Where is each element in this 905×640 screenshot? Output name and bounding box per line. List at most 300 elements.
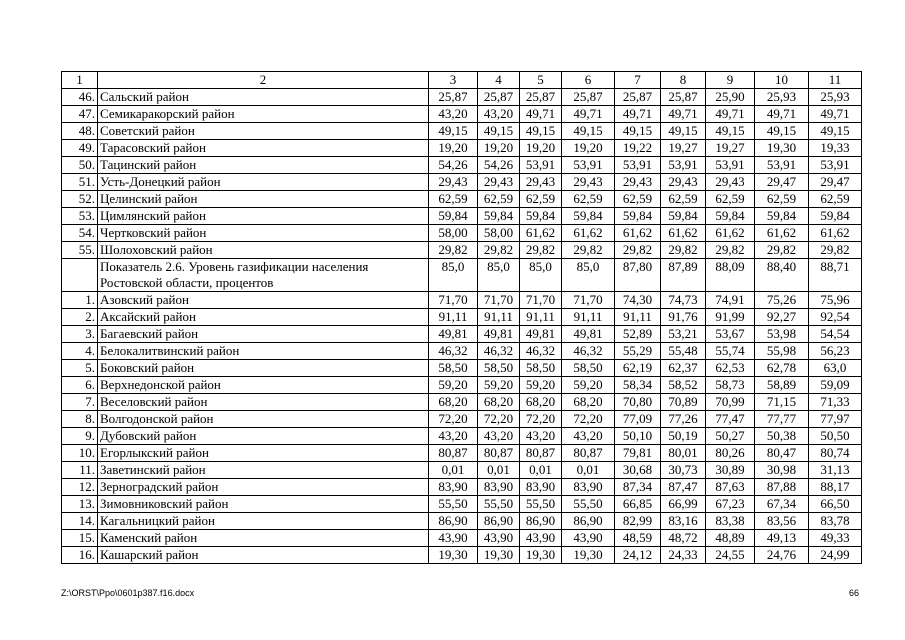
value-cell: 58,00 <box>429 225 478 242</box>
value-cell: 29,82 <box>706 242 755 259</box>
table-row <box>62 360 862 377</box>
value-cell: 85,0 <box>562 259 615 292</box>
row-number: 16. <box>62 547 98 564</box>
value-cell: 88,71 <box>809 259 862 292</box>
value-cell: 80,01 <box>661 445 706 462</box>
value-cell: 59,84 <box>661 208 706 225</box>
value-cell: 24,76 <box>755 547 809 564</box>
value-cell: 29,43 <box>520 174 562 191</box>
value-cell: 55,29 <box>615 343 661 360</box>
value-cell: 43,20 <box>478 428 520 445</box>
value-cell: 55,50 <box>429 496 478 513</box>
value-cell: 25,87 <box>661 89 706 106</box>
table-row <box>62 394 862 411</box>
value-cell: 53,91 <box>661 157 706 174</box>
value-cell: 63,0 <box>809 360 862 377</box>
value-cell: 58,50 <box>520 360 562 377</box>
value-cell: 30,98 <box>755 462 809 479</box>
value-cell: 53,91 <box>562 157 615 174</box>
value-cell: 19,30 <box>520 547 562 564</box>
value-cell: 58,89 <box>755 377 809 394</box>
value-cell: 58,73 <box>706 377 755 394</box>
value-cell: 58,50 <box>562 360 615 377</box>
value-cell: 59,84 <box>615 208 661 225</box>
district-name: Шолоховский район <box>98 242 429 259</box>
value-cell: 83,16 <box>661 513 706 530</box>
value-cell: 53,91 <box>706 157 755 174</box>
value-cell: 91,11 <box>615 309 661 326</box>
value-cell: 62,59 <box>706 191 755 208</box>
row-number: 53. <box>62 208 98 225</box>
row-number: 10. <box>62 445 98 462</box>
value-cell: 58,00 <box>478 225 520 242</box>
value-cell: 48,89 <box>706 530 755 547</box>
value-cell: 43,20 <box>478 106 520 123</box>
value-cell: 0,01 <box>429 462 478 479</box>
header-cell: 9 <box>706 72 755 89</box>
value-cell: 49,15 <box>615 123 661 140</box>
district-name: Тарасовский район <box>98 140 429 157</box>
value-cell: 88,17 <box>809 479 862 496</box>
value-cell: 68,20 <box>562 394 615 411</box>
district-name: Цимлянский район <box>98 208 429 225</box>
row-number: 8. <box>62 411 98 428</box>
value-cell: 30,89 <box>706 462 755 479</box>
value-cell: 43,90 <box>562 530 615 547</box>
header-cell: 10 <box>755 72 809 89</box>
value-cell: 80,26 <box>706 445 755 462</box>
district-name: Сальский район <box>98 89 429 106</box>
value-cell: 92,54 <box>809 309 862 326</box>
value-cell: 59,84 <box>809 208 862 225</box>
header-cell: 8 <box>661 72 706 89</box>
district-name: Советский район <box>98 123 429 140</box>
value-cell: 46,32 <box>478 343 520 360</box>
row-number: 13. <box>62 496 98 513</box>
value-cell: 58,50 <box>429 360 478 377</box>
footer-page-number: 66 <box>848 588 859 598</box>
value-cell: 83,90 <box>478 479 520 496</box>
value-cell: 83,78 <box>809 513 862 530</box>
value-cell: 49,71 <box>706 106 755 123</box>
value-cell: 29,43 <box>478 174 520 191</box>
header-cell: 11 <box>809 72 862 89</box>
header-cell: 6 <box>562 72 615 89</box>
value-cell: 62,19 <box>615 360 661 377</box>
value-cell: 25,87 <box>615 89 661 106</box>
district-name: Кашарский район <box>98 547 429 564</box>
value-cell: 50,27 <box>706 428 755 445</box>
value-cell: 55,48 <box>661 343 706 360</box>
value-cell: 43,20 <box>429 428 478 445</box>
value-cell: 86,90 <box>520 513 562 530</box>
value-cell: 58,50 <box>478 360 520 377</box>
value-cell: 77,26 <box>661 411 706 428</box>
value-cell: 49,15 <box>755 123 809 140</box>
value-cell: 29,82 <box>520 242 562 259</box>
table-row <box>62 479 862 496</box>
table-row <box>62 140 862 157</box>
value-cell: 67,34 <box>755 496 809 513</box>
header-cell: 4 <box>478 72 520 89</box>
row-number: 48. <box>62 123 98 140</box>
value-cell: 29,43 <box>429 174 478 191</box>
value-cell: 19,20 <box>429 140 478 157</box>
value-cell: 53,67 <box>706 326 755 343</box>
table-row <box>62 174 862 191</box>
table-row <box>62 123 862 140</box>
table-row <box>62 445 862 462</box>
value-cell: 49,71 <box>661 106 706 123</box>
value-cell: 62,59 <box>478 191 520 208</box>
value-cell: 59,20 <box>429 377 478 394</box>
value-cell: 29,43 <box>615 174 661 191</box>
district-name: Заветинский район <box>98 462 429 479</box>
value-cell: 71,70 <box>520 292 562 309</box>
value-cell: 29,82 <box>661 242 706 259</box>
table-row <box>62 89 862 106</box>
district-name: Аксайский район <box>98 309 429 326</box>
value-cell: 30,73 <box>661 462 706 479</box>
value-cell: 91,11 <box>429 309 478 326</box>
value-cell: 19,30 <box>755 140 809 157</box>
value-cell: 61,62 <box>661 225 706 242</box>
value-cell: 54,26 <box>429 157 478 174</box>
value-cell: 53,91 <box>615 157 661 174</box>
district-name: Чертковский район <box>98 225 429 242</box>
value-cell: 74,73 <box>661 292 706 309</box>
value-cell: 53,91 <box>809 157 862 174</box>
value-cell: 88,09 <box>706 259 755 292</box>
value-cell: 62,53 <box>706 360 755 377</box>
indicator-row <box>62 259 862 292</box>
row-number: 52. <box>62 191 98 208</box>
value-cell: 68,20 <box>520 394 562 411</box>
value-cell: 83,90 <box>429 479 478 496</box>
row-number: 7. <box>62 394 98 411</box>
table-row <box>62 343 862 360</box>
value-cell: 67,23 <box>706 496 755 513</box>
value-cell: 75,96 <box>809 292 862 309</box>
district-name: Зимовниковский район <box>98 496 429 513</box>
table-row <box>62 309 862 326</box>
value-cell: 72,20 <box>478 411 520 428</box>
value-cell: 43,20 <box>562 428 615 445</box>
value-cell: 49,81 <box>562 326 615 343</box>
row-number: 2. <box>62 309 98 326</box>
value-cell: 91,99 <box>706 309 755 326</box>
value-cell: 49,15 <box>562 123 615 140</box>
value-cell: 24,55 <box>706 547 755 564</box>
row-number: 5. <box>62 360 98 377</box>
value-cell: 56,23 <box>809 343 862 360</box>
value-cell: 46,32 <box>429 343 478 360</box>
table-row <box>62 513 862 530</box>
value-cell: 43,20 <box>520 428 562 445</box>
value-cell: 62,78 <box>755 360 809 377</box>
value-cell: 55,50 <box>520 496 562 513</box>
value-cell: 71,70 <box>562 292 615 309</box>
value-cell: 25,87 <box>429 89 478 106</box>
row-number: 15. <box>62 530 98 547</box>
table-row <box>62 530 862 547</box>
district-name: Волгодонской район <box>98 411 429 428</box>
value-cell: 59,84 <box>520 208 562 225</box>
value-cell: 46,32 <box>562 343 615 360</box>
value-cell: 24,12 <box>615 547 661 564</box>
district-name: Зерноградский район <box>98 479 429 496</box>
value-cell: 49,81 <box>429 326 478 343</box>
value-cell: 70,89 <box>661 394 706 411</box>
value-cell: 58,52 <box>661 377 706 394</box>
header-cell: 2 <box>98 72 429 89</box>
value-cell: 82,99 <box>615 513 661 530</box>
value-cell: 49,71 <box>615 106 661 123</box>
row-number: 55. <box>62 242 98 259</box>
district-name: Целинский район <box>98 191 429 208</box>
table-row <box>62 462 862 479</box>
value-cell: 29,47 <box>755 174 809 191</box>
value-cell: 75,26 <box>755 292 809 309</box>
value-cell: 87,88 <box>755 479 809 496</box>
row-number: 6. <box>62 377 98 394</box>
value-cell: 79,81 <box>615 445 661 462</box>
value-cell: 55,50 <box>562 496 615 513</box>
value-cell: 24,99 <box>809 547 862 564</box>
value-cell: 29,82 <box>755 242 809 259</box>
value-cell: 83,90 <box>562 479 615 496</box>
header-cell: 7 <box>615 72 661 89</box>
value-cell: 71,33 <box>809 394 862 411</box>
value-cell: 80,87 <box>478 445 520 462</box>
value-cell: 19,27 <box>661 140 706 157</box>
value-cell: 61,62 <box>755 225 809 242</box>
value-cell: 19,20 <box>562 140 615 157</box>
value-cell: 83,56 <box>755 513 809 530</box>
value-cell: 19,33 <box>809 140 862 157</box>
table-row <box>62 106 862 123</box>
value-cell: 24,33 <box>661 547 706 564</box>
row-number: 9. <box>62 428 98 445</box>
value-cell: 70,80 <box>615 394 661 411</box>
value-cell: 29,82 <box>429 242 478 259</box>
gasification-table <box>61 71 862 564</box>
district-name: Боковский район <box>98 360 429 377</box>
value-cell: 66,99 <box>661 496 706 513</box>
value-cell: 29,43 <box>706 174 755 191</box>
value-cell: 91,76 <box>661 309 706 326</box>
row-number: 12. <box>62 479 98 496</box>
value-cell: 25,87 <box>562 89 615 106</box>
value-cell: 25,90 <box>706 89 755 106</box>
value-cell: 68,20 <box>429 394 478 411</box>
table-row <box>62 292 862 309</box>
value-cell: 54,26 <box>478 157 520 174</box>
value-cell: 49,15 <box>429 123 478 140</box>
value-cell: 61,62 <box>706 225 755 242</box>
value-cell: 29,43 <box>562 174 615 191</box>
value-cell: 53,21 <box>661 326 706 343</box>
district-name: Кагальницкий район <box>98 513 429 530</box>
value-cell: 49,15 <box>661 123 706 140</box>
district-name: Егорлыкский район <box>98 445 429 462</box>
district-name: Дубовский район <box>98 428 429 445</box>
row-number: 4. <box>62 343 98 360</box>
row-number: 11. <box>62 462 98 479</box>
value-cell: 80,87 <box>562 445 615 462</box>
value-cell: 55,98 <box>755 343 809 360</box>
value-cell: 87,80 <box>615 259 661 292</box>
table-row <box>62 225 862 242</box>
table-row <box>62 157 862 174</box>
value-cell: 72,20 <box>562 411 615 428</box>
value-cell: 83,38 <box>706 513 755 530</box>
district-name: Верхнедонской район <box>98 377 429 394</box>
footer-file-path: Z:\ORST\Ppo\0601p387.f16.docx <box>61 588 195 598</box>
value-cell: 19,22 <box>615 140 661 157</box>
value-cell: 61,62 <box>615 225 661 242</box>
value-cell: 86,90 <box>429 513 478 530</box>
value-cell: 59,20 <box>562 377 615 394</box>
value-cell: 54,54 <box>809 326 862 343</box>
value-cell: 88,40 <box>755 259 809 292</box>
value-cell: 19,30 <box>562 547 615 564</box>
value-cell: 49,15 <box>520 123 562 140</box>
district-name: Веселовский район <box>98 394 429 411</box>
value-cell: 71,70 <box>429 292 478 309</box>
value-cell: 19,30 <box>478 547 520 564</box>
value-cell: 19,20 <box>478 140 520 157</box>
value-cell: 49,71 <box>562 106 615 123</box>
table-row <box>62 496 862 513</box>
value-cell: 29,82 <box>562 242 615 259</box>
value-cell: 92,27 <box>755 309 809 326</box>
value-cell: 59,84 <box>478 208 520 225</box>
value-cell: 29,47 <box>809 174 862 191</box>
table-row <box>62 191 862 208</box>
value-cell: 29,43 <box>661 174 706 191</box>
row-number: 51. <box>62 174 98 191</box>
value-cell: 50,19 <box>661 428 706 445</box>
value-cell: 62,59 <box>429 191 478 208</box>
value-cell: 62,59 <box>661 191 706 208</box>
row-number: 50. <box>62 157 98 174</box>
value-cell: 62,59 <box>809 191 862 208</box>
row-number: 46. <box>62 89 98 106</box>
value-cell: 62,59 <box>562 191 615 208</box>
value-cell: 55,50 <box>478 496 520 513</box>
value-cell: 25,87 <box>478 89 520 106</box>
value-cell: 80,87 <box>429 445 478 462</box>
value-cell: 85,0 <box>478 259 520 292</box>
value-cell: 0,01 <box>478 462 520 479</box>
value-cell: 31,13 <box>809 462 862 479</box>
value-cell: 49,15 <box>706 123 755 140</box>
value-cell: 29,82 <box>615 242 661 259</box>
value-cell: 77,09 <box>615 411 661 428</box>
value-cell: 59,84 <box>562 208 615 225</box>
table-body <box>62 72 862 564</box>
value-cell: 66,85 <box>615 496 661 513</box>
value-cell: 86,90 <box>562 513 615 530</box>
value-cell: 43,90 <box>429 530 478 547</box>
value-cell: 59,84 <box>706 208 755 225</box>
table-row <box>62 547 862 564</box>
value-cell: 53,91 <box>520 157 562 174</box>
header-cell: 5 <box>520 72 562 89</box>
header-cell: 1 <box>62 72 98 89</box>
value-cell: 50,10 <box>615 428 661 445</box>
row-number: 54. <box>62 225 98 242</box>
value-cell: 49,81 <box>478 326 520 343</box>
table-row <box>62 326 862 343</box>
value-cell: 19,20 <box>520 140 562 157</box>
value-cell: 30,68 <box>615 462 661 479</box>
value-cell: 49,15 <box>809 123 862 140</box>
value-cell: 71,15 <box>755 394 809 411</box>
table-row <box>62 428 862 445</box>
value-cell: 49,13 <box>755 530 809 547</box>
row-number: 14. <box>62 513 98 530</box>
value-cell: 50,50 <box>809 428 862 445</box>
value-cell: 49,33 <box>809 530 862 547</box>
value-cell: 86,90 <box>478 513 520 530</box>
indicator-title: Показатель 2.6. Уровень газификации населения Ростовской области, процентов <box>98 259 429 292</box>
header-cell: 3 <box>429 72 478 89</box>
value-cell: 49,71 <box>520 106 562 123</box>
value-cell: 0,01 <box>520 462 562 479</box>
value-cell: 59,20 <box>478 377 520 394</box>
value-cell: 91,11 <box>520 309 562 326</box>
value-cell: 49,71 <box>809 106 862 123</box>
value-cell: 87,47 <box>661 479 706 496</box>
value-cell: 77,77 <box>755 411 809 428</box>
value-cell: 59,84 <box>755 208 809 225</box>
value-cell: 85,0 <box>520 259 562 292</box>
value-cell: 71,70 <box>478 292 520 309</box>
value-cell: 66,50 <box>809 496 862 513</box>
value-cell: 19,30 <box>429 547 478 564</box>
value-cell: 0,01 <box>562 462 615 479</box>
value-cell: 74,30 <box>615 292 661 309</box>
value-cell: 62,59 <box>520 191 562 208</box>
value-cell: 53,91 <box>755 157 809 174</box>
district-name: Усть-Донецкий район <box>98 174 429 191</box>
value-cell: 61,62 <box>562 225 615 242</box>
value-cell: 91,11 <box>562 309 615 326</box>
value-cell: 62,59 <box>755 191 809 208</box>
table-row <box>62 411 862 428</box>
value-cell: 59,09 <box>809 377 862 394</box>
value-cell: 59,84 <box>429 208 478 225</box>
value-cell: 48,59 <box>615 530 661 547</box>
value-cell: 43,90 <box>478 530 520 547</box>
value-cell: 25,93 <box>809 89 862 106</box>
value-cell: 83,90 <box>520 479 562 496</box>
value-cell: 87,34 <box>615 479 661 496</box>
district-name: Багаевский район <box>98 326 429 343</box>
district-name: Семикаракорский район <box>98 106 429 123</box>
value-cell: 25,93 <box>755 89 809 106</box>
value-cell: 91,11 <box>478 309 520 326</box>
district-name: Азовский район <box>98 292 429 309</box>
value-cell: 49,81 <box>520 326 562 343</box>
table-row <box>62 242 862 259</box>
table-row <box>62 208 862 225</box>
value-cell: 59,20 <box>520 377 562 394</box>
value-cell: 80,74 <box>809 445 862 462</box>
row-number: 3. <box>62 326 98 343</box>
